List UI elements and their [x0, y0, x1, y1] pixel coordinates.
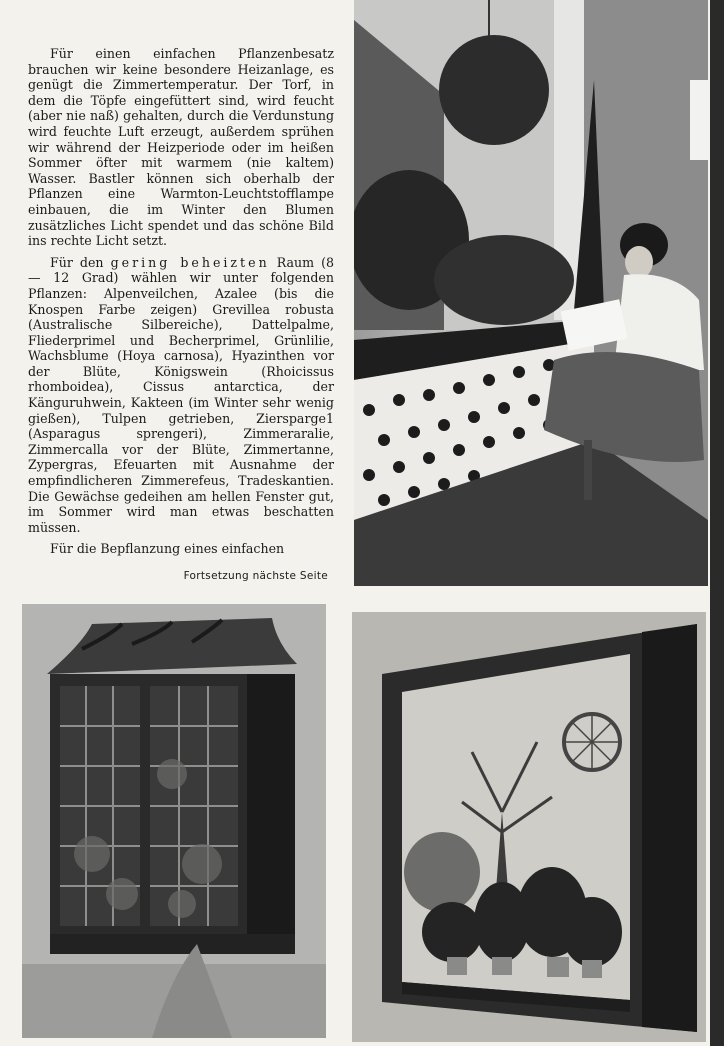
paragraph-heating: Für einen einfachen Pflanzenbesatz brauchen wir keine besondere Heizanlage, es genügt die Zimmertemperatur. Der Torf, in dem die Töpfe eingefüttert sind, wird feucht (aber nie naß) gehalten, durch die Verdunstung wird feuchte Luft erzeugt, außerdem sprühen wir während der Heizperiode oder im heißen Sommer öfter mit warmem (nie kaltem) Wasser. Bastler können sich oberhalb der Pflanzen eine Warmton-Leuchtstofflampe einbauen, die im Winter den Blumen zusätzliches Licht spendet und das schöne Bild ins rechte Licht setzt. — [28, 46, 334, 249]
paragraph-plant-list — [28, 255, 334, 536]
page-edge-shadow — [710, 0, 724, 1046]
photo-exterior-flower-window — [22, 604, 326, 1038]
spaced-emphasis: gering beheizten — [110, 254, 270, 270]
paragraph-rest: Raum (8 — 12 Grad) wählen wir unter folgenden Pflanzen: Alpenveilchen, Azalee (bis die Knospen Farbe zeigen) Grevillea robusta (Australische Silbereiche), Dattelpalme, Fliederprimel und Becherprimel, Grünlilie, Wachsblume (Hoya carnosa), Hyazinthen vor der Blüte, Königswein (Rhoicissus rhomboidea), Cissus antarctica, der Känguruhwein, Kakteen (im Winter sehr wenig gießen), Tulpen getrieben, Ziersparge1 (Asparagus sprengeri), Zimmeraralie, Zimmercalla vor der Blüte, Zimmertanne, Zypergras, Efeuarten mit Ausnahme der empfindlicheren Zimmerefeus, Tradeskantien. Die Gewächse gedeihen am hellen Fenster gut, im Sommer wird man etwas beschatten müssen. — [28, 254, 334, 535]
photo-framed-plant-case — [352, 612, 706, 1042]
photo-woman-reading-at-plant-window — [354, 0, 708, 586]
paragraph-planting: Für die Bepflanzung eines einfachen — [50, 541, 285, 557]
continuation-note: Fortsetzung nächste Seite — [183, 570, 328, 582]
article-text-column — [28, 46, 334, 557]
paragraph-lead: Für den — [50, 254, 104, 270]
